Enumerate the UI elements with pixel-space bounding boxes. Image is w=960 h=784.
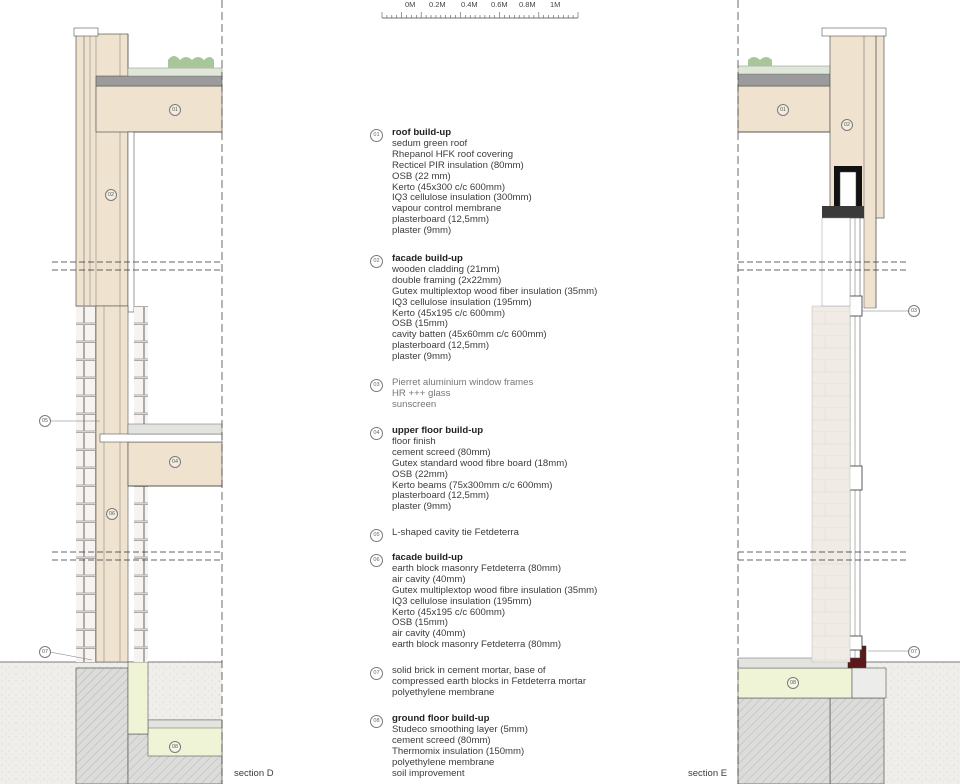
legend-line: cement screed (80mm) [392,446,491,458]
legend-line: OSB (15mm) [392,617,448,629]
tag-d-01: 01 [169,104,181,116]
legend-line: OSB (22 mm) [392,170,451,182]
green-roof [128,68,222,76]
legend-title: ground floor build-up [392,713,490,724]
legend-line: compressed earth blocks in Fetdeterra mortar [392,675,587,687]
legend-line: plaster (9mm) [392,225,452,237]
legend-line: cement screed (80mm) [392,734,491,746]
legend-line: Recticel PIR insulation (80mm) [392,159,524,171]
legend-line: plasterboard (12,5mm) [392,340,490,352]
tag-e-03: 03 [908,305,920,317]
legend-number: 05 [370,529,383,542]
caption-section-d: section D [234,768,274,779]
legend-line: Pierret aluminium window frames [392,377,534,388]
facade-elevation-e [812,306,850,662]
facade-06-outer-masonry [76,306,96,662]
legend-number: 01 [370,129,383,142]
scale-label-5: 1M [550,0,561,9]
legend-number: 03 [370,379,383,392]
legend-line: Kerto beams (75x300mm c/c 600mm) [392,479,553,491]
legend-line: Gutex multiplextop wood fiber insulation (35mm) [392,285,598,297]
tag-e-01: 01 [777,104,789,116]
scale-label-3: 0.6M [491,0,508,9]
tag-e-08: 08 [787,677,799,689]
legend-line: wooden cladding (21mm) [392,263,500,275]
legend-line: OSB (15mm) [392,318,448,330]
legend-line: Rhepanol HFK roof covering [392,148,514,160]
legend-line: Kerto (45x300 c/c 600mm) [392,181,506,193]
tag-d-05: 05 [39,415,51,427]
legend-line: sunscreen [392,398,437,410]
facade-06-core [96,306,128,662]
legend-line: IQ3 cellulose insulation (195mm) [392,595,532,607]
tag-d-08: 08 [169,741,181,753]
legend-line: Kerto (45x195 c/c 600mm) [392,606,506,618]
legend-line: polyethylene membrane [392,686,495,698]
legend-line: vapour control membrane [392,203,502,215]
legend-number: 07 [370,667,383,680]
scale-bar [382,12,578,18]
legend-line: floor finish [392,435,436,447]
legend-line: soil improvement [392,767,465,779]
legend-line: Kerto (45x195 c/c 600mm) [392,307,506,319]
legend-title: upper floor build-up [392,425,484,436]
legend-line: cavity batten (45x60mm c/c 600mm) [392,329,547,341]
legend-line: Thermomix insulation (150mm) [392,745,525,757]
legend-line: earth block masonry Fetdeterra (80mm) [392,562,562,574]
legend-line: plasterboard (12,5mm) [392,214,490,226]
scale-label-2: 0.4M [461,0,478,9]
section-d [0,0,222,784]
legend-number: 02 [370,255,383,268]
legend-title: roof build-up [392,127,452,138]
legend-line: L-shaped cavity tie Fetdeterra [392,527,519,538]
legend-line: solid brick in cement mortar, base of [392,665,546,676]
legend-number: 06 [370,554,383,567]
scale-label-4: 0.8M [519,0,536,9]
scale-label-0: 0M [405,0,416,9]
legend-line: air cavity (40mm) [392,628,466,640]
legend-number: 08 [370,715,383,728]
tag-d-06: 06 [106,508,118,520]
section-e [738,0,960,784]
legend-line: air cavity (40mm) [392,573,466,585]
legend-title: facade build-up [392,552,463,563]
legend-line: Gutex multiplextop wood fibre insulation (35mm) [392,584,598,596]
legend-line: Gutex standard wood fibre board (18mm) [392,457,568,469]
scale-label-1: 0.2M [429,0,446,9]
legend-line: HR +++ glass [392,387,451,399]
legend-line: IQ3 cellulose insulation (195mm) [392,296,532,308]
legend-line: polyethylene membrane [392,756,495,768]
legend-line: plasterboard (12,5mm) [392,490,490,502]
legend-number: 04 [370,427,383,440]
legend-line: earth block masonry Fetdeterra (80mm) [392,639,562,651]
legend-line: plaster (9mm) [392,501,452,513]
legend-title: facade build-up [392,253,463,264]
caption-section-e: section E [688,768,728,779]
tag-d-02: 02 [105,189,117,201]
legend-line: OSB (22mm) [392,468,448,480]
legend-line: sedum green roof [392,137,468,149]
legend-line: IQ3 cellulose insulation (300mm) [392,192,532,204]
tag-d-04: 04 [169,456,181,468]
tag-e-07: 07 [908,646,920,658]
roof-01 [96,86,222,132]
legend-line: double framing (2x22mm) [392,274,502,286]
tag-d-07: 07 [39,646,51,658]
legend-line: plaster (9mm) [392,351,452,363]
legend-line: Studeco smoothing layer (5mm) [392,723,528,735]
tag-e-02: 02 [841,119,853,131]
